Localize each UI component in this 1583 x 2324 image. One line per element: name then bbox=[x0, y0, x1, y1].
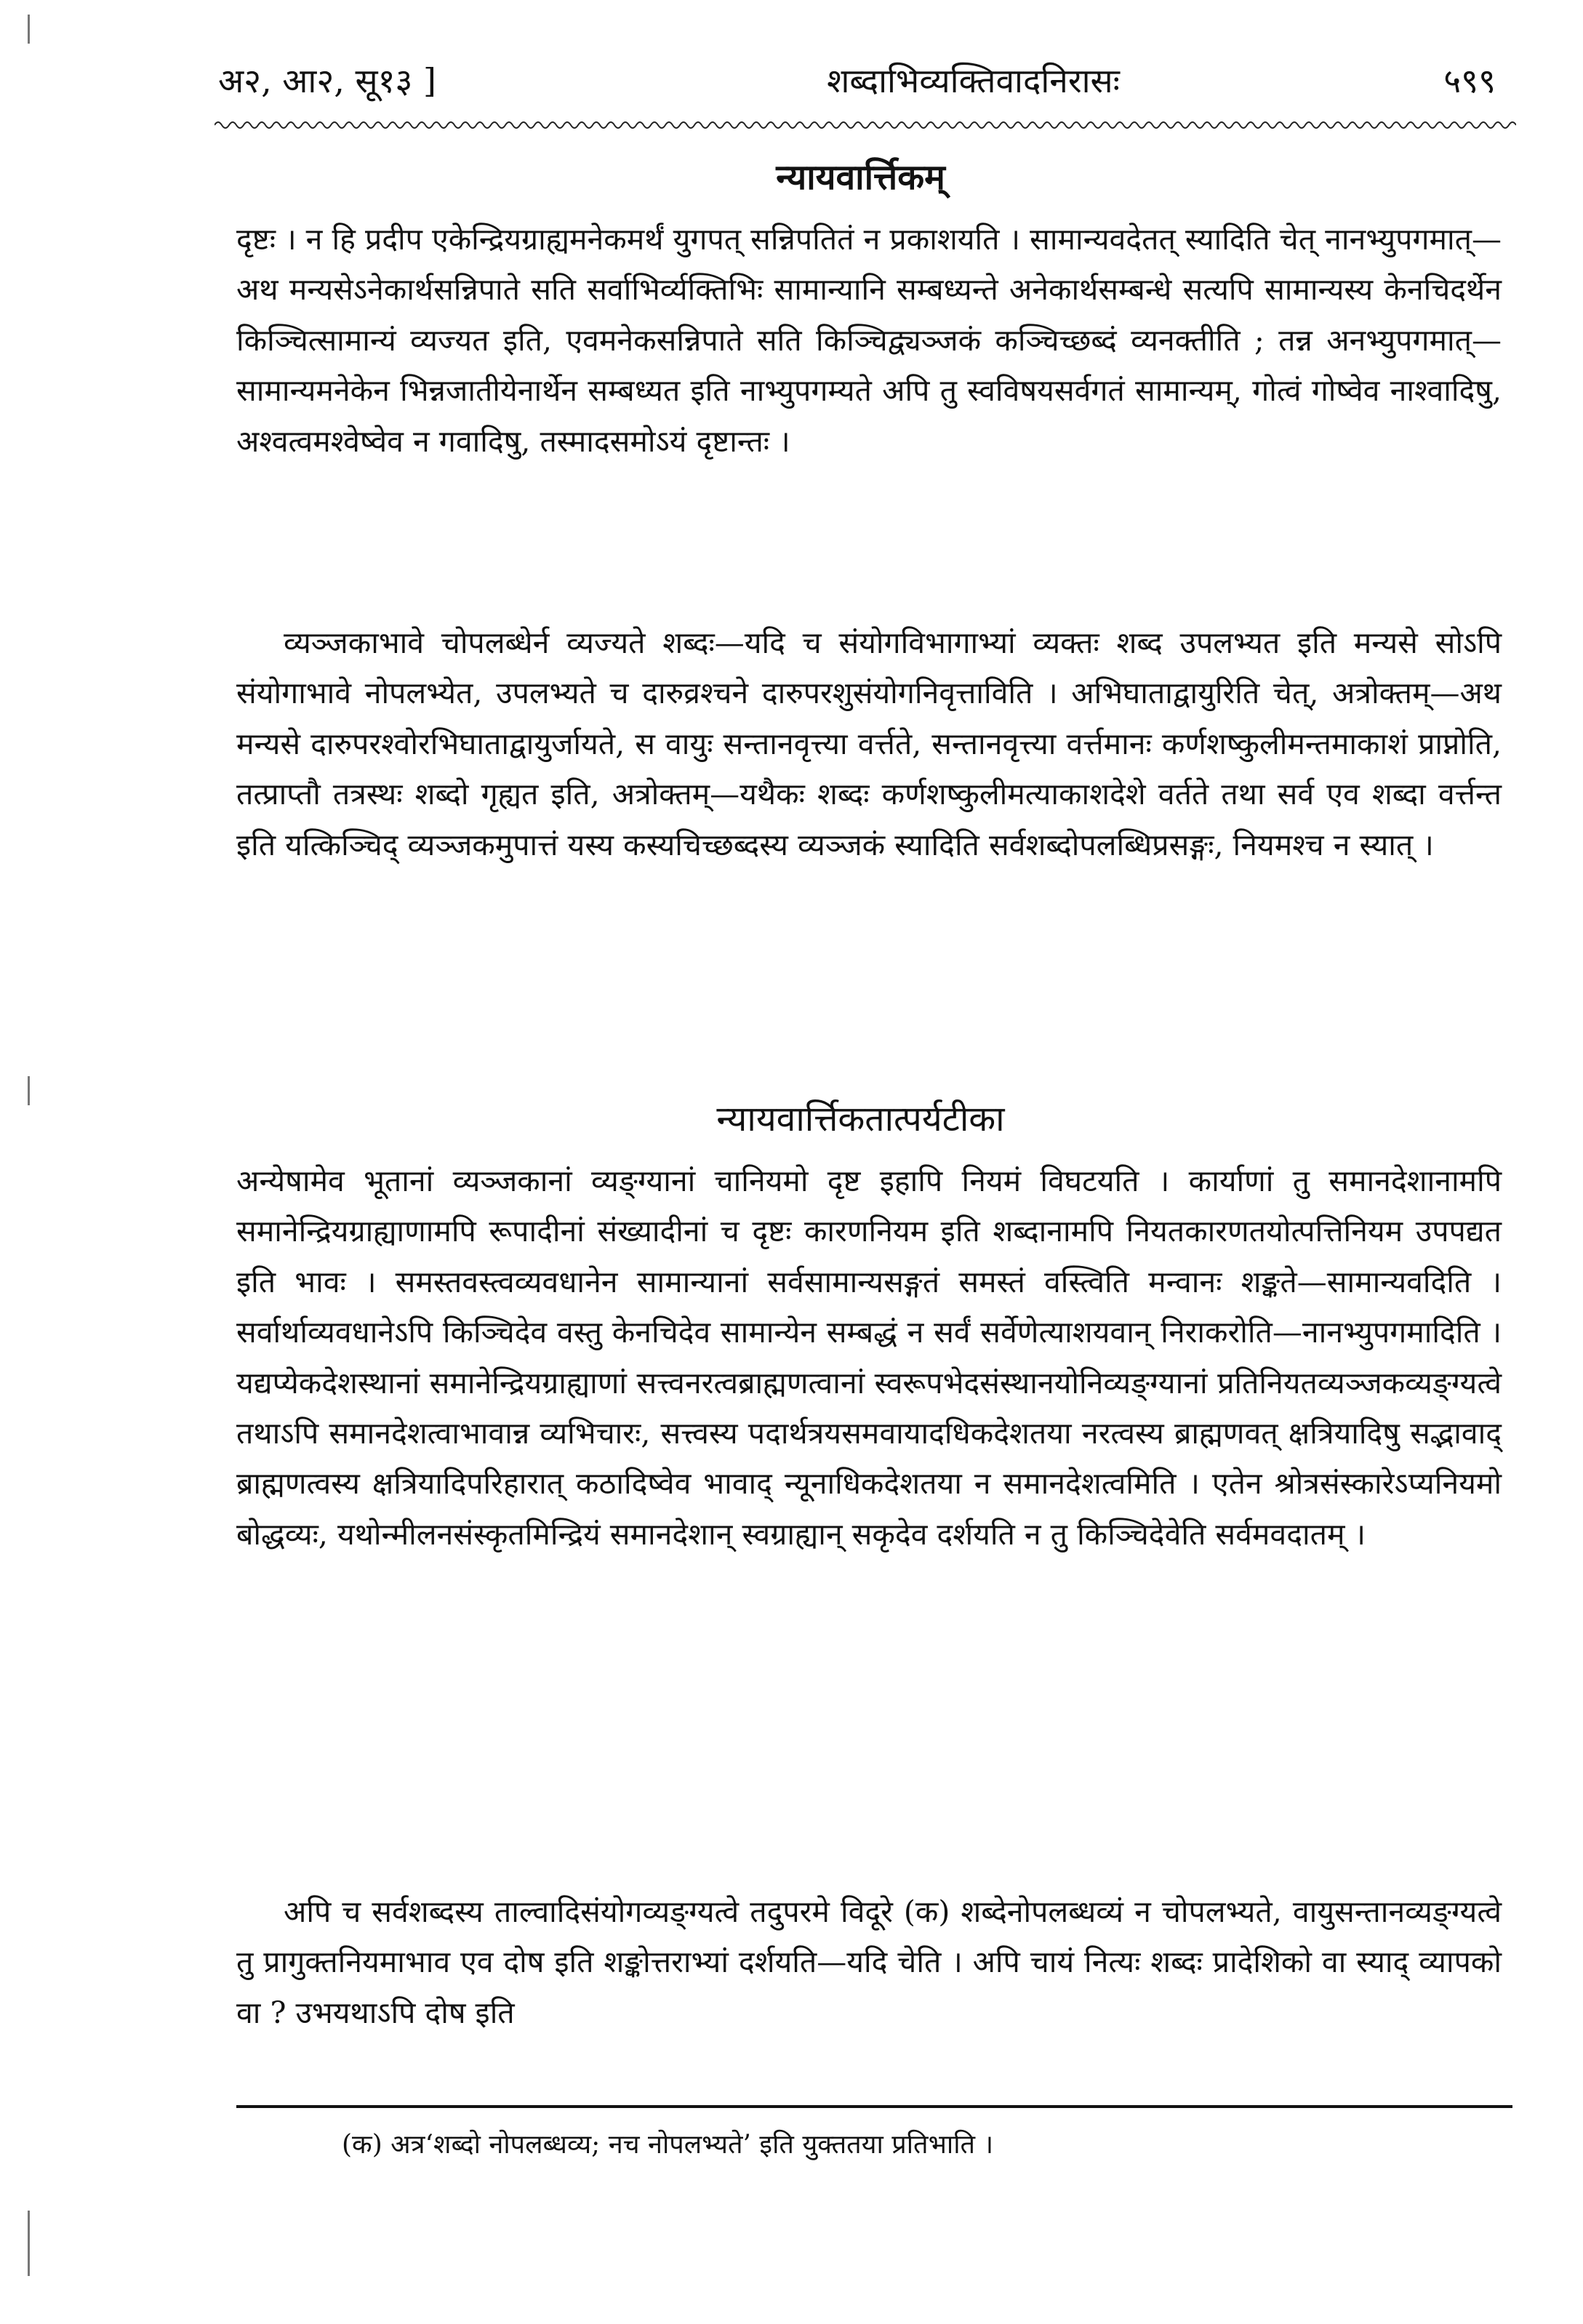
vartika-paragraph-2: व्यञ्जकाभावे चोपलब्धेर्न व्यज्यते शब्दः—यदि च संयोगविभागाभ्यां व्यक्तः शब्द उपलभ्यत इति मन्यसे सोऽपि संयोगाभावे नोपलभ्येत, उपलभ्यते च दारुव्रश्चने दारुपरशुसंयोगनिवृत्ताविति । अभिघाताद्वायुरिति चेत्, अत्रोक्तम्—अथ मन्यसे दारुपरश्वोरभिघाताद्वायुर्जायते, स वायुः सन्तानवृत्त्या वर्त्तते, सन्तानवृत्त्या वर्त्तमानः कर्णशष्कुलीमन्तमाकाशं प्राप्नोति, तत्प्राप्तौ तत्रस्थः शब्दो गृह्यत इति, अत्रोक्तम्—यथैकः शब्दः कर्णशष्कुलीमत्याकाशदेशे वर्तते तथा सर्व एव शब्दा वर्त्तन्त इति यत्किञ्चिद् व्यञ्जकमुपात्तं यस्य कस्यचिच्छब्दस्य व्यञ्जकं स्यादिति सर्वशब्दोपलब्धिप्रसङ्गः, नियमश्च न स्यात् । bbox=[236, 625, 1502, 862]
scan-edge-mark bbox=[28, 1076, 30, 1105]
wavy-rule bbox=[215, 116, 1516, 134]
scan-edge-mark bbox=[28, 15, 30, 44]
page-number: ५९९ bbox=[1443, 61, 1496, 100]
footnote: (क) अत्र‘शब्दो नोपलब्धव्य; नच नोपलभ्यते’ इति युक्ततया प्रतिभाति । bbox=[342, 2130, 994, 2160]
tika-heading: न्यायवार्त्तिकतात्पर्यटीका bbox=[716, 1099, 1005, 1139]
scan-edge-mark bbox=[28, 2211, 30, 2276]
sutra-reference: अ२, आ२, सू१३ ] bbox=[218, 61, 436, 100]
vartika-heading: न्यायवार्त्तिकम् bbox=[776, 157, 945, 198]
running-header bbox=[218, 51, 1496, 109]
tika-paragraph-2: अपि च सर्वशब्दस्य ताल्वादिसंयोगव्यङ्ग्यत्वे तदुपरमे विदूरे (क) शब्देनोपलब्धव्यं न चोपलभ्यते, वायुसन्तानव्यङ्ग्यत्वे तु प्रागुक्तनियमाभाव एव दोष इति शङ्कोत्तराभ्यां दर्शयति—यदि चेति । अपि चायं नित्यः शब्दः प्रादेशिको वा स्याद् व्यापको वा ? उभयथाऽपि दोष इति bbox=[236, 1894, 1502, 2030]
running-title: शब्दाभिव्यक्तिवादनिरासः bbox=[827, 61, 1120, 100]
vartika-paragraph-1: दृष्टः । न हि प्रदीप एकेन्द्रियग्राह्यमनेकमर्थं युगपत् सन्निपतितं न प्रकाशयति । सामान्यवदेतत् स्यादिति चेत् नानभ्युपगमात्—अथ मन्यसेऽनेकार्थसन्निपाते सति सर्वाभिर्व्यक्तिभिः सामान्यानि सम्बध्यन्ते अनेकार्थसम्बन्धे सत्यपि सामान्यस्य केनचिदर्थेन किञ्चित्सामान्यं व्यज्यत इति, एवमनेकसन्निपाते सति किञ्चिद्व्यञ्जकं कञ्चिच्छब्दं व्यनक्तीति ; तन्न अनभ्युपगमात्—सामान्यमनेकेन भिन्नजातीयेनार्थेन सम्बध्यत इति नाभ्युपगम्यते अपि तु स्वविषयसर्वगतं सामान्यम्, गोत्वं गोष्वेव नाश्वादिषु, अश्वत्वमश्वेष्वेव न गवादिषु, तस्मादसमोऽयं दृष्टान्तः । bbox=[236, 222, 1502, 459]
footnote-rule bbox=[236, 2105, 1512, 2108]
tika-paragraph-1: अन्येषामेव भूतानां व्यञ्जकानां व्यङ्ग्यानां चानियमो दृष्ट इहापि नियमं विघटयति । कार्याणां तु समानदेशानामपि समानेन्द्रियग्राह्याणामपि रूपादीनां संख्यादीनां च दृष्टः कारणनियम इति शब्दानामपि नियतकारणतयोत्पत्तिनियम उपपद्यत इति भावः । समस्तवस्त्वव्यवधानेन सामान्यानां सर्वसामान्यसङ्गतं समस्तं वस्त्विति मन्वानः शङ्कते—सामान्यवदिति । सर्वार्थाव्यवधानेऽपि किञ्चिदेव वस्तु केनचिदेव सामान्येन सम्बद्धं न सर्वं सर्वेणेत्याशयवान् निराकरोति—नानभ्युपगमादिति । यद्यप्येकदेशस्थानां समानेन्द्रियग्राह्याणां सत्त्वनरत्वब्राह्मणत्वानां स्वरूपभेदसंस्थानयोनिव्यङ्ग्यानां प्रतिनियतव्यञ्जकव्यङ्ग्यत्वे तथाऽपि समानदेशत्वाभावान्न व्यभिचारः, सत्त्वस्य पदार्थत्रयसमवायादधिकदेशतया नरत्वस्य ब्राह्मणवत् क्षत्रियादिषु सद्भावाद् ब्राह्मणत्वस्य क्षत्रियादिपरिहारात् कठादिष्वेव भावाद् न्यूनाधिकदेशतया न समानदेशत्वमिति । एतेन श्रोत्रसंस्कारेऽप्यनियमो बोद्धव्यः, यथोन्मीलनसंस्कृतमिन्द्रियं समानदेशान् स्वग्राह्यान् सकृदेव दर्शयति न तु किञ्चिदेवेति सर्वमवदातम् । bbox=[236, 1163, 1502, 1552]
